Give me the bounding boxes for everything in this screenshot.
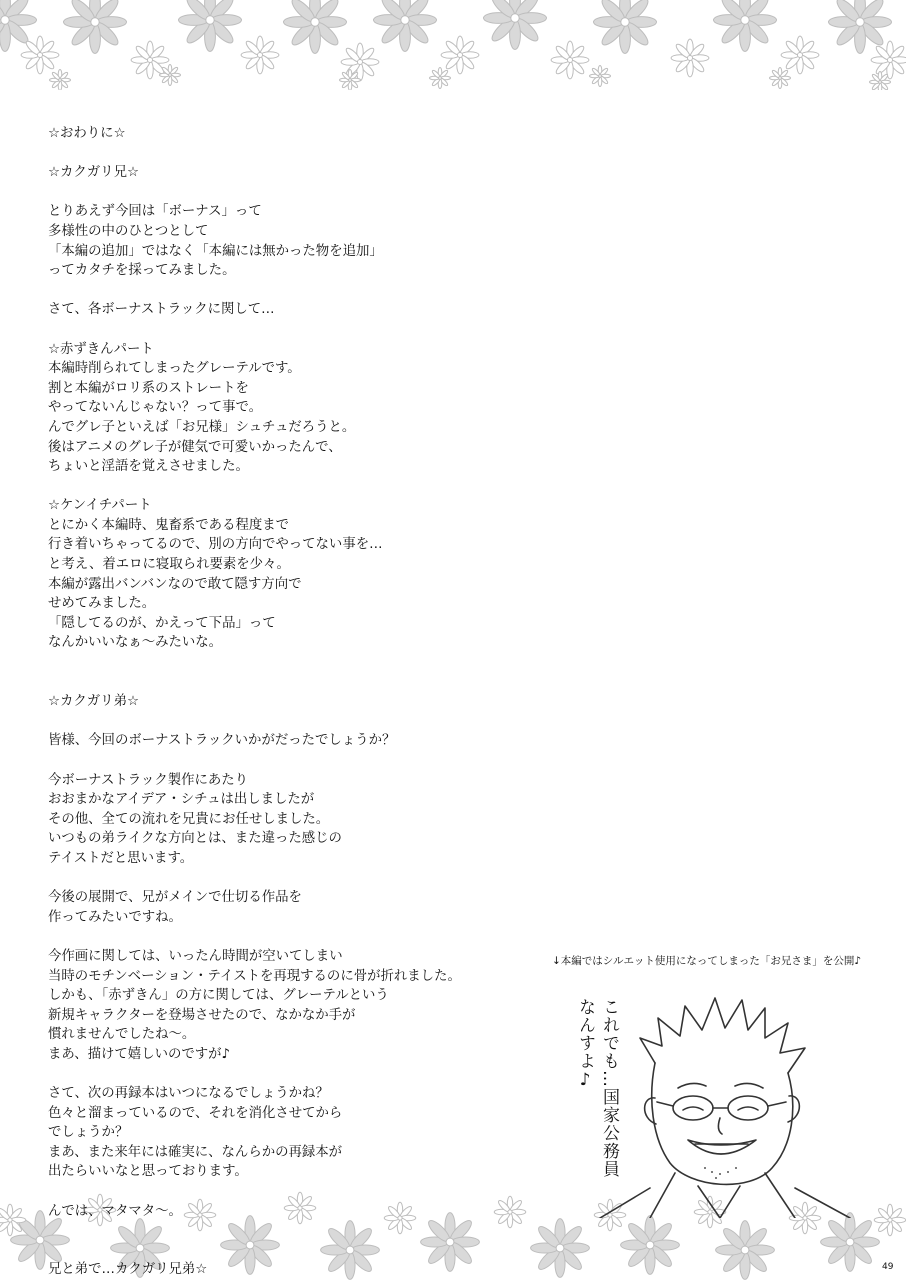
text-line: せめてみました。: [48, 596, 156, 612]
text-line: んでは、マタマタ～。: [48, 1203, 182, 1219]
flower-decoration: [0, 1204, 26, 1236]
flower-decoration: [716, 1221, 775, 1280]
text-line: 割と本編がロリ系のストレートを: [48, 380, 249, 396]
text-line: [48, 927, 508, 947]
flower-decoration: [551, 41, 589, 79]
flower-decoration: [340, 70, 361, 91]
text-line: [48, 320, 508, 340]
flower-decoration: [871, 41, 906, 79]
text-line: ちょいと淫語を覚えさせました。: [48, 459, 249, 475]
afterword-text: [48, 124, 508, 1280]
text-line: 本編が露出バンバンなので敢て隠す方向で: [48, 576, 302, 592]
text-line: 「本編の追加」ではなく「本編には無かった物を追加」: [48, 243, 383, 259]
text-line: 後はアニメのグレ子が健気で可愛いかったんで、: [48, 439, 342, 455]
text-line: まあ、描けて嬉しいのですが♪: [48, 1046, 231, 1062]
flower-decoration: [781, 36, 819, 74]
text-line: [48, 281, 508, 301]
flower-decoration: [870, 72, 891, 91]
flower-decoration: [484, 0, 547, 50]
flower-decoration: [179, 0, 242, 52]
text-line: 行き着いちゃってるので、別の方向でやってない事を…: [48, 537, 383, 553]
text-line: ☆ケンイチパート: [48, 498, 152, 514]
text-line: ☆カクガリ兄☆: [48, 165, 139, 181]
text-line: [48, 712, 508, 732]
text-line: [48, 1221, 508, 1241]
text-line: [48, 673, 508, 693]
text-line: 今作画に関しては、いったん時間が空いてしまい: [48, 948, 343, 964]
text-line: [48, 1182, 508, 1202]
text-line: [48, 183, 508, 203]
flower-decoration: [714, 0, 777, 52]
flower-decoration: [531, 1219, 590, 1278]
flower-decoration: [374, 0, 437, 52]
text-line: 慣れませんでしたね～。: [48, 1027, 196, 1043]
flower-decoration: [284, 0, 347, 54]
text-line: 本編時削られてしまったグレーテルです。: [48, 361, 301, 377]
flower-decoration: [590, 66, 611, 87]
text-line: とりあえず今回は「ボーナス」って: [48, 204, 262, 220]
text-line: 当時のモチンベーション・テイストを再現するのに骨が折れました。: [48, 968, 461, 984]
page-number: 49: [882, 1262, 894, 1272]
text-line: [48, 751, 508, 771]
text-line: とにかく本編時、鬼畜系である程度まで: [48, 517, 290, 533]
text-line: 今ボーナストラック製作にあたり: [48, 772, 249, 788]
flower-decoration: [621, 1216, 680, 1275]
text-line: ☆おわりに☆: [48, 126, 126, 141]
flower-decoration: [160, 65, 181, 86]
text-line: [48, 477, 508, 497]
text-line: 皆様、今回のボーナストラックいかがだったでしょうか？: [48, 733, 396, 749]
text-line: 色々と溜まっているので、それを消化させてから: [48, 1105, 343, 1121]
flower-decoration: [671, 39, 709, 77]
flower-decoration: [821, 1213, 880, 1272]
text-line: ってカタチを採ってみました。: [48, 263, 236, 279]
text-line: テイストだと思います。: [48, 850, 194, 866]
text-line: と考え、着エロに寝取られ要素を少々。: [48, 557, 290, 573]
flower-decoration: [241, 36, 279, 74]
text-line: おおまかなアイデア・シチュは出しましたが: [48, 792, 315, 808]
text-line: [48, 1241, 508, 1261]
text-line: ☆カクガリ弟☆: [48, 694, 139, 710]
text-line: 多様性の中のひとつとして: [48, 223, 209, 239]
text-line: 新規キャラクターを登場させたので、なかなか手が: [48, 1007, 356, 1023]
text-line: その他、全ての流れを兄貴にお任せしました。: [48, 811, 330, 827]
text-line: さて、次の再録本はいつになるでしょうかね？: [48, 1086, 329, 1102]
flower-border-top: [0, 0, 906, 90]
text-line: でしょうか？: [48, 1125, 129, 1141]
text-line: さて、各ボーナストラックに関して…: [48, 302, 275, 318]
speech-text: これでも…国家公務員なんすよ♪: [575, 998, 619, 1178]
text-line: やってないんじゃない？って事で。: [48, 400, 262, 416]
flower-decoration: [594, 0, 657, 54]
text-line: まあ、また来年には確実に、なんらかの再録本が: [48, 1144, 343, 1160]
text-line: なんかいいなぁ～みたいな。: [48, 635, 223, 651]
flower-decoration: [430, 68, 451, 89]
flower-decoration: [441, 36, 479, 74]
text-line: 出たらいいなと思っております。: [48, 1164, 248, 1180]
flower-decoration: [829, 0, 892, 54]
text-line: [48, 869, 508, 889]
text-line: 今後の展開で、兄がメインで仕切る作品を: [48, 890, 302, 906]
text-line: んでグレ子といえば「お兄様」シュチュだろうと。: [48, 419, 356, 435]
text-line: [48, 144, 508, 164]
flower-decoration: [770, 68, 791, 89]
text-line: [48, 1065, 508, 1085]
text-line: 兄と弟で…カクガリ兄弟☆: [48, 1262, 208, 1278]
text-line: 作ってみたいですね。: [48, 909, 182, 925]
flower-decoration: [21, 36, 59, 74]
text-line: いつもの弟ライクな方向とは、また違った感じの: [48, 831, 342, 847]
text-line: ☆赤ずきんパート: [48, 341, 154, 357]
text-line: しかも、「赤ずきん」の方に関しては、グレーテルという: [48, 988, 389, 1004]
text-line: 「隠してるのが、かえって下品」って: [48, 615, 276, 631]
illustration-caption: ↓本編ではシルエット使用になってしまった「お兄さま」を公開♪: [552, 955, 862, 967]
text-line: [48, 653, 508, 673]
flower-decoration: [50, 70, 71, 91]
flower-decoration: [64, 0, 127, 54]
